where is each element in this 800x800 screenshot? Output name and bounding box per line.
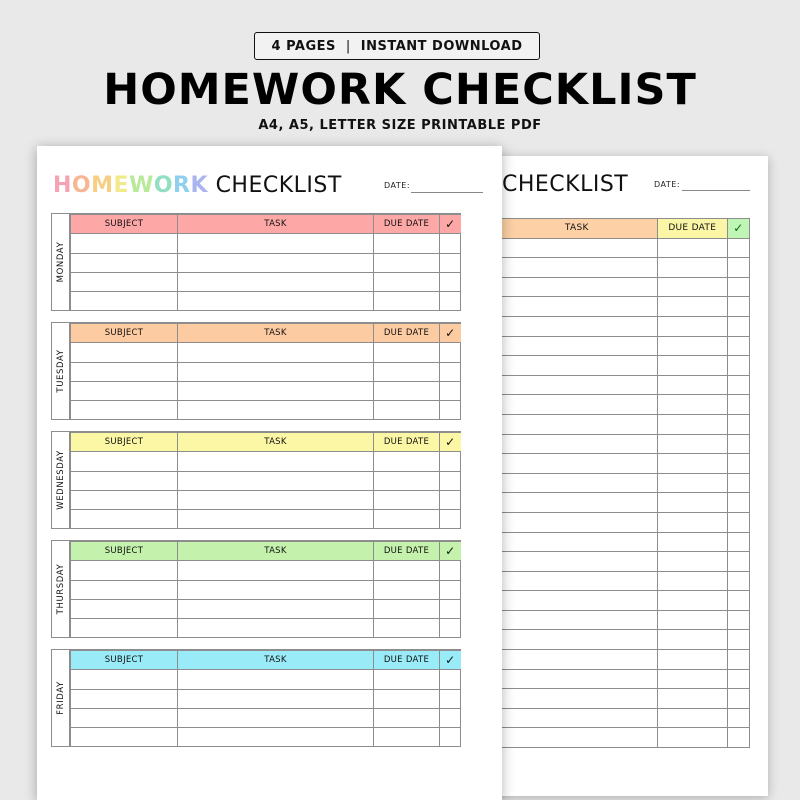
check-cell[interactable]: [440, 619, 461, 638]
table-row: [497, 610, 750, 630]
check-cell[interactable]: [440, 362, 461, 381]
task-cell[interactable]: [178, 580, 374, 599]
task-cell[interactable]: [178, 234, 374, 253]
check-header: ✓: [440, 324, 461, 343]
table-row: [497, 669, 750, 689]
check-cell[interactable]: [440, 234, 461, 253]
subject-cell[interactable]: [71, 471, 178, 490]
task-cell[interactable]: [497, 316, 658, 336]
task-cell[interactable]: [497, 395, 658, 415]
due-date-cell[interactable]: [374, 510, 440, 529]
table-row: [71, 292, 461, 311]
task-cell[interactable]: [497, 512, 658, 532]
table-row: [71, 728, 461, 747]
task-cell[interactable]: [178, 510, 374, 529]
task-cell[interactable]: [497, 591, 658, 611]
check-cell[interactable]: [727, 434, 749, 454]
check-cell[interactable]: [440, 689, 461, 708]
back-page-date-label: DATE:: [654, 180, 681, 189]
check-cell[interactable]: [727, 728, 749, 748]
subject-cell[interactable]: [71, 599, 178, 618]
check-cell[interactable]: [727, 336, 749, 356]
table-row: [497, 336, 750, 356]
task-cell[interactable]: [497, 532, 658, 552]
table-row: [71, 599, 461, 618]
table-row: [497, 591, 750, 611]
check-cell[interactable]: [727, 316, 749, 336]
table-row: [497, 375, 750, 395]
check-cell[interactable]: [727, 630, 749, 650]
table-row: [497, 708, 750, 728]
table-row: [497, 434, 750, 454]
main-title: HOMEWORK CHECKLIST: [103, 65, 697, 115]
day-label: [52, 323, 70, 419]
task-cell[interactable]: [178, 452, 374, 471]
day-label: [52, 650, 70, 746]
check-cell[interactable]: [440, 580, 461, 599]
badge-download: INSTANT DOWNLOAD: [360, 38, 523, 54]
due-date-cell[interactable]: [657, 375, 727, 395]
check-cell[interactable]: [727, 552, 749, 572]
due-date-cell[interactable]: [657, 591, 727, 611]
front-title-word: [53, 173, 208, 198]
task-header: TASK: [178, 215, 374, 234]
due-date-cell[interactable]: [657, 571, 727, 591]
task-cell[interactable]: [497, 493, 658, 513]
subject-cell[interactable]: [71, 689, 178, 708]
check-cell[interactable]: [440, 670, 461, 689]
task-header: TASK: [178, 324, 374, 343]
due-date-cell[interactable]: [374, 292, 440, 311]
due-date-cell[interactable]: [374, 253, 440, 272]
check-cell[interactable]: [440, 343, 461, 362]
table-row: [71, 401, 461, 420]
check-cell[interactable]: [727, 277, 749, 297]
table-row: [71, 619, 461, 638]
day-header-row: [71, 433, 461, 452]
table-row: [497, 277, 750, 297]
day-header-row: [71, 215, 461, 234]
table-row: [71, 670, 461, 689]
front-page: [37, 146, 502, 800]
due-date-cell[interactable]: [374, 670, 440, 689]
back-page-title: CHECKLIST: [502, 172, 629, 197]
check-cell[interactable]: [727, 473, 749, 493]
day-block-tuesday: [51, 322, 461, 420]
due-date-cell[interactable]: [657, 434, 727, 454]
table-row: [497, 630, 750, 650]
task-header: TASK: [178, 542, 374, 561]
task-cell[interactable]: [497, 434, 658, 454]
due-date-cell[interactable]: [657, 336, 727, 356]
task-cell[interactable]: [497, 414, 658, 434]
back-page-table: [496, 218, 750, 748]
due-date-cell[interactable]: [657, 454, 727, 474]
day-label: [52, 432, 70, 528]
check-header: ✓: [440, 433, 461, 452]
front-page-title: [53, 172, 342, 200]
due-date-header: DUE DATE: [374, 651, 440, 670]
subject-cell[interactable]: [71, 253, 178, 272]
subject-cell[interactable]: [71, 452, 178, 471]
task-cell[interactable]: [178, 471, 374, 490]
title-letter: W: [129, 173, 154, 198]
check-cell[interactable]: [440, 599, 461, 618]
check-cell[interactable]: [440, 471, 461, 490]
due-date-cell[interactable]: [657, 297, 727, 317]
day-name: THURSDAY: [55, 563, 66, 615]
table-row: [71, 362, 461, 381]
day-header-row: [71, 324, 461, 343]
task-cell[interactable]: [497, 473, 658, 493]
check-header: ✓: [440, 651, 461, 670]
table-row: [497, 395, 750, 415]
day-table: [70, 432, 461, 528]
day-table: [70, 541, 461, 637]
check-cell[interactable]: [440, 272, 461, 291]
task-cell[interactable]: [497, 277, 658, 297]
due-date-cell[interactable]: [374, 452, 440, 471]
due-date-cell[interactable]: [657, 356, 727, 376]
front-title-rest: CHECKLIST: [215, 173, 342, 198]
back-due-header: DUE DATE: [657, 219, 727, 239]
due-date-cell[interactable]: [657, 532, 727, 552]
check-cell[interactable]: [727, 493, 749, 513]
due-date-cell[interactable]: [657, 238, 727, 258]
format-badge: [254, 32, 540, 60]
due-date-cell[interactable]: [374, 381, 440, 400]
table-row: [497, 728, 750, 748]
check-header: ✓: [440, 542, 461, 561]
day-header-row: [71, 651, 461, 670]
due-date-cell[interactable]: [374, 728, 440, 747]
check-cell[interactable]: [727, 512, 749, 532]
task-cell[interactable]: [497, 650, 658, 670]
task-cell[interactable]: [178, 272, 374, 291]
check-cell[interactable]: [440, 490, 461, 509]
due-date-cell[interactable]: [657, 473, 727, 493]
table-row: [497, 454, 750, 474]
title-letter: O: [71, 173, 92, 198]
task-cell[interactable]: [497, 552, 658, 572]
task-cell[interactable]: [178, 708, 374, 727]
check-cell[interactable]: [440, 292, 461, 311]
task-cell[interactable]: [178, 401, 374, 420]
due-date-cell[interactable]: [374, 619, 440, 638]
subject-cell[interactable]: [71, 343, 178, 362]
table-row: [71, 689, 461, 708]
subject-cell[interactable]: [71, 272, 178, 291]
due-date-cell[interactable]: [657, 414, 727, 434]
table-row: [71, 272, 461, 291]
table-row: [497, 552, 750, 572]
day-block-wednesday: [51, 431, 461, 529]
task-header: TASK: [178, 651, 374, 670]
table-row: [497, 414, 750, 434]
due-date-cell[interactable]: [657, 512, 727, 532]
table-row: [71, 510, 461, 529]
check-cell[interactable]: [727, 669, 749, 689]
title-letter: H: [53, 173, 72, 198]
due-date-cell[interactable]: [374, 708, 440, 727]
table-row: [497, 297, 750, 317]
front-date-label: DATE:: [384, 181, 411, 190]
due-date-header: DUE DATE: [374, 215, 440, 234]
task-cell[interactable]: [497, 336, 658, 356]
task-cell[interactable]: [497, 375, 658, 395]
day-table: [70, 323, 461, 419]
day-block-thursday: [51, 540, 461, 638]
task-cell[interactable]: [497, 610, 658, 630]
due-date-cell[interactable]: [374, 401, 440, 420]
check-cell[interactable]: [440, 510, 461, 529]
subject-cell[interactable]: [71, 561, 178, 580]
task-cell[interactable]: [178, 619, 374, 638]
task-cell[interactable]: [497, 708, 658, 728]
due-date-header: DUE DATE: [374, 542, 440, 561]
task-cell[interactable]: [178, 253, 374, 272]
due-date-cell[interactable]: [657, 277, 727, 297]
task-cell[interactable]: [178, 343, 374, 362]
check-cell[interactable]: [727, 571, 749, 591]
day-name: TUESDAY: [55, 349, 66, 393]
task-cell[interactable]: [497, 238, 658, 258]
check-cell[interactable]: [440, 728, 461, 747]
due-date-cell[interactable]: [657, 728, 727, 748]
due-date-cell[interactable]: [374, 234, 440, 253]
subject-cell[interactable]: [71, 728, 178, 747]
table-row: [71, 708, 461, 727]
check-cell[interactable]: [727, 356, 749, 376]
day-label: [52, 541, 70, 637]
check-header: ✓: [440, 215, 461, 234]
day-block-monday: [51, 213, 461, 311]
title-letter: O: [153, 173, 174, 198]
table-row: [71, 452, 461, 471]
day-table: [70, 650, 461, 746]
check-cell[interactable]: [727, 689, 749, 709]
due-date-cell[interactable]: [374, 362, 440, 381]
day-block-friday: [51, 649, 461, 747]
table-row: [71, 234, 461, 253]
check-cell[interactable]: [727, 238, 749, 258]
task-cell[interactable]: [178, 292, 374, 311]
check-cell[interactable]: [727, 454, 749, 474]
subject-cell[interactable]: [71, 490, 178, 509]
table-row: [71, 343, 461, 362]
due-date-cell[interactable]: [657, 708, 727, 728]
table-row: [71, 253, 461, 272]
task-cell[interactable]: [178, 670, 374, 689]
due-date-cell[interactable]: [657, 258, 727, 278]
due-date-cell[interactable]: [374, 599, 440, 618]
back-page-date-line: [682, 190, 750, 191]
subtitle: A4, A5, LETTER SIZE PRINTABLE PDF: [258, 118, 542, 133]
day-name: FRIDAY: [55, 681, 66, 715]
subject-cell[interactable]: [71, 234, 178, 253]
due-date-cell[interactable]: [657, 493, 727, 513]
subject-cell[interactable]: [71, 292, 178, 311]
subject-header: SUBJECT: [71, 324, 178, 343]
check-cell[interactable]: [727, 650, 749, 670]
due-date-header: DUE DATE: [374, 433, 440, 452]
table-row: [71, 580, 461, 599]
title-letter: K: [190, 173, 209, 198]
subject-cell[interactable]: [71, 510, 178, 529]
subject-cell[interactable]: [71, 580, 178, 599]
table-row: [497, 473, 750, 493]
table-row: [497, 689, 750, 709]
check-cell[interactable]: [727, 375, 749, 395]
task-cell[interactable]: [178, 599, 374, 618]
table-row: [71, 471, 461, 490]
check-cell[interactable]: [440, 381, 461, 400]
due-date-cell[interactable]: [657, 669, 727, 689]
task-cell[interactable]: [497, 356, 658, 376]
task-header: TASK: [178, 433, 374, 452]
due-date-cell[interactable]: [657, 610, 727, 630]
subject-header: SUBJECT: [71, 542, 178, 561]
subject-header: SUBJECT: [71, 215, 178, 234]
task-cell[interactable]: [497, 669, 658, 689]
badge-pages: 4 PAGES: [271, 38, 336, 54]
due-date-cell[interactable]: [657, 689, 727, 709]
back-check-header: ✓: [727, 219, 749, 239]
subject-cell[interactable]: [71, 708, 178, 727]
check-cell[interactable]: [727, 297, 749, 317]
task-cell[interactable]: [178, 689, 374, 708]
check-cell[interactable]: [440, 708, 461, 727]
due-date-header: DUE DATE: [374, 324, 440, 343]
due-date-cell[interactable]: [657, 630, 727, 650]
task-cell[interactable]: [497, 728, 658, 748]
check-cell[interactable]: [727, 591, 749, 611]
subject-header: SUBJECT: [71, 651, 178, 670]
day-table: [70, 214, 461, 310]
table-row: [497, 650, 750, 670]
day-label: [52, 214, 70, 310]
due-date-cell[interactable]: [374, 580, 440, 599]
table-row: [71, 490, 461, 509]
table-row: [497, 258, 750, 278]
title-letter: E: [113, 173, 130, 198]
day-header-row: [71, 542, 461, 561]
table-row: [497, 571, 750, 591]
table-row: [71, 381, 461, 400]
due-date-cell[interactable]: [657, 650, 727, 670]
due-date-cell[interactable]: [374, 272, 440, 291]
check-cell[interactable]: [440, 452, 461, 471]
table-row: [497, 532, 750, 552]
subject-cell[interactable]: [71, 381, 178, 400]
table-row: [71, 561, 461, 580]
task-cell[interactable]: [178, 728, 374, 747]
subject-cell[interactable]: [71, 401, 178, 420]
due-date-cell[interactable]: [374, 471, 440, 490]
badge-separator: |: [345, 38, 351, 54]
due-date-cell[interactable]: [374, 490, 440, 509]
task-cell[interactable]: [497, 571, 658, 591]
check-cell[interactable]: [727, 258, 749, 278]
check-cell[interactable]: [440, 253, 461, 272]
subject-cell[interactable]: [71, 619, 178, 638]
due-date-cell[interactable]: [657, 316, 727, 336]
due-date-cell[interactable]: [374, 343, 440, 362]
table-row: [497, 238, 750, 258]
check-cell[interactable]: [727, 414, 749, 434]
title-letter: R: [173, 173, 191, 198]
task-cell[interactable]: [497, 258, 658, 278]
check-cell[interactable]: [440, 401, 461, 420]
task-cell[interactable]: [178, 490, 374, 509]
task-cell[interactable]: [178, 362, 374, 381]
back-page-rows: [497, 238, 750, 747]
task-cell[interactable]: [497, 689, 658, 709]
back-task-header: TASK: [497, 219, 658, 239]
table-row: [497, 493, 750, 513]
subject-cell[interactable]: [71, 362, 178, 381]
table-row: [497, 356, 750, 376]
check-cell[interactable]: [727, 708, 749, 728]
task-cell[interactable]: [178, 381, 374, 400]
table-row: [497, 316, 750, 336]
subject-cell[interactable]: [71, 670, 178, 689]
task-cell[interactable]: [497, 297, 658, 317]
due-date-cell[interactable]: [657, 395, 727, 415]
check-cell[interactable]: [440, 561, 461, 580]
table-row: [497, 512, 750, 532]
task-cell[interactable]: [178, 561, 374, 580]
task-cell[interactable]: [497, 630, 658, 650]
check-cell[interactable]: [727, 395, 749, 415]
due-date-cell[interactable]: [657, 552, 727, 572]
day-name: WEDNESDAY: [55, 450, 66, 510]
due-date-cell[interactable]: [374, 689, 440, 708]
subject-header: SUBJECT: [71, 433, 178, 452]
task-cell[interactable]: [497, 454, 658, 474]
day-name: MONDAY: [55, 241, 66, 283]
check-cell[interactable]: [727, 610, 749, 630]
front-date-line: [411, 192, 483, 193]
title-letter: M: [91, 173, 114, 198]
check-cell[interactable]: [727, 532, 749, 552]
due-date-cell[interactable]: [374, 561, 440, 580]
